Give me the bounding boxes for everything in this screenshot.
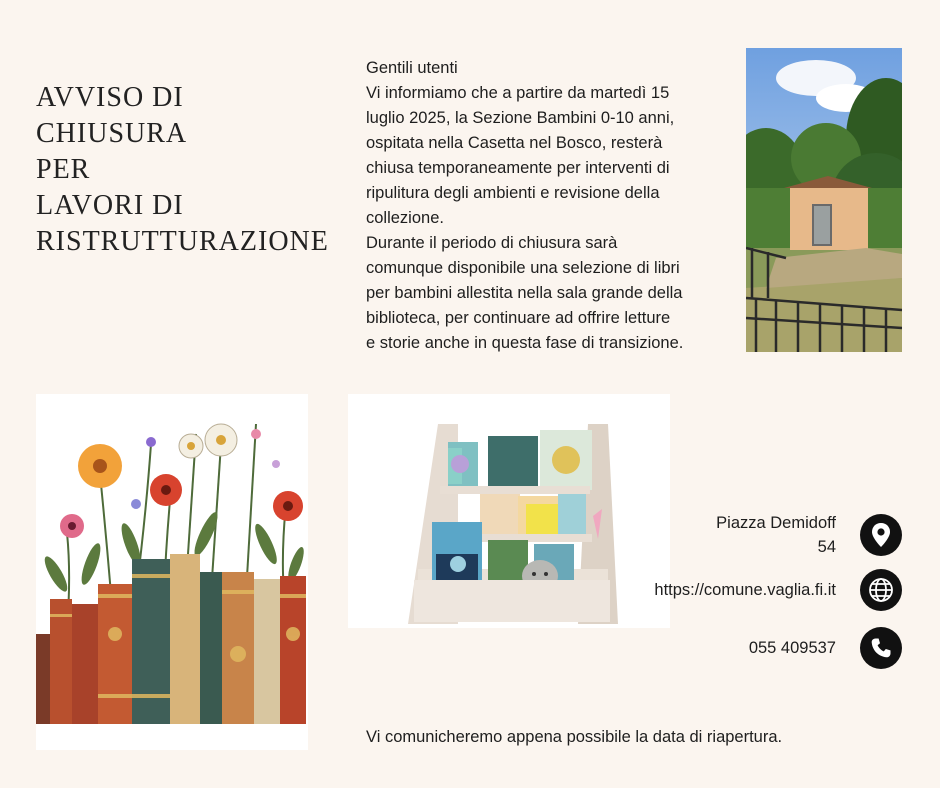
title-line: RISTRUTTURAZIONE: [36, 226, 329, 257]
body-line: comunque disponibile una selezione di libri: [366, 259, 680, 277]
books-flowers-illustration: [36, 394, 308, 750]
reopening-note: Vi comunicheremo appena possibile la data di riapertura.: [366, 728, 783, 746]
body-line: collezione.: [366, 209, 444, 227]
notice-text: [366, 56, 736, 356]
globe-icon: [860, 569, 902, 611]
contact-phone: [749, 627, 902, 669]
address-line: Piazza Demidoff: [716, 514, 836, 532]
body-line: Gentili utenti: [366, 59, 458, 77]
body-line: chiusa temporaneamente per interventi di: [366, 159, 670, 177]
contact-address: [716, 511, 902, 559]
title-line: LAVORI DI: [36, 190, 184, 221]
body-line: luglio 2025, la Sezione Bambini 0-10 anni,: [366, 109, 675, 127]
address-line: 54: [817, 538, 836, 556]
title-line: PER: [36, 154, 91, 185]
body-line: e storie anche in questa fase di transizione.: [366, 334, 684, 352]
phone-number[interactable]: 055 409537: [748, 639, 836, 657]
location-pin-icon: [860, 514, 902, 556]
body-line: Vi informiamo che a partire da martedì 15: [366, 84, 670, 102]
bookshelf-image: [348, 394, 670, 628]
house-photo: [746, 48, 902, 352]
body-line: biblioteca, per continuare ad offrire letture: [366, 309, 671, 327]
address-text: [716, 511, 836, 559]
website-link[interactable]: https://comune.vaglia.fi.it: [654, 581, 836, 599]
title-line: AVVISO DI: [36, 82, 184, 113]
body-line: Durante il periodo di chiusura sarà: [366, 234, 618, 252]
phone-icon: [860, 627, 902, 669]
body-line: ospitata nella Casetta nel Bosco, resterà: [366, 134, 663, 152]
body-line: per bambini allestita nella sala grande della: [366, 284, 683, 302]
contact-website: [654, 569, 902, 611]
page-title: [36, 80, 356, 260]
body-line: ripulitura degli ambienti e revisione della: [366, 184, 660, 202]
title-line: CHIUSURA: [36, 118, 188, 149]
